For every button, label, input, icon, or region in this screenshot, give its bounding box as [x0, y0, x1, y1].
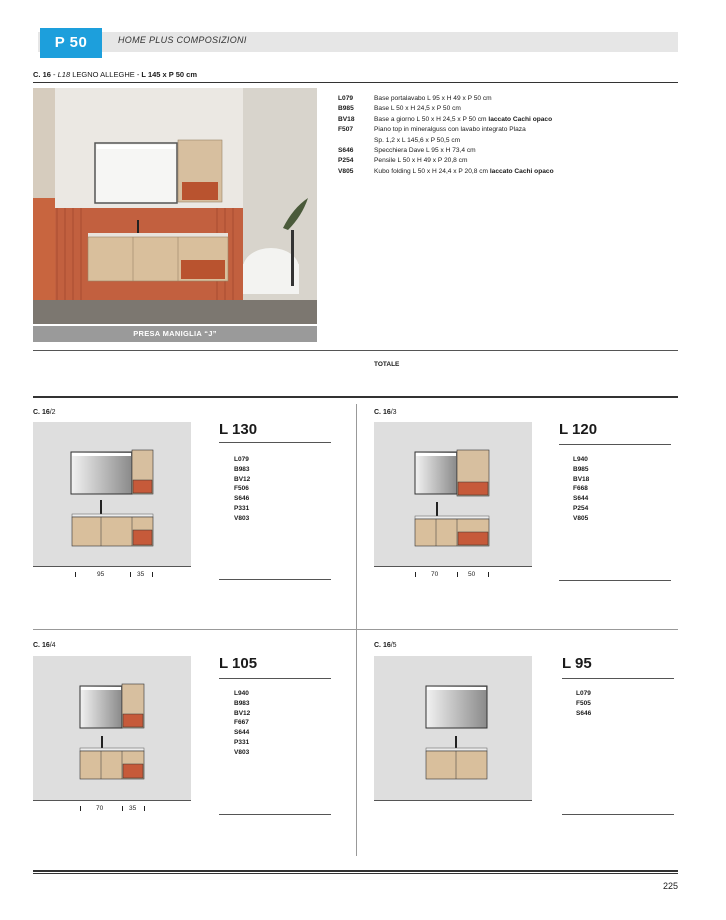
item-desc	[374, 125, 678, 135]
item-code: P254	[338, 157, 354, 165]
divider	[33, 82, 678, 83]
item-desc	[374, 146, 678, 156]
variant-code-item: P331	[234, 738, 250, 746]
item-desc	[374, 136, 678, 146]
tick	[75, 572, 76, 577]
variant-sub: /4	[49, 642, 56, 649]
divider	[33, 396, 678, 398]
item-list	[338, 94, 678, 177]
composition-finish: L18	[57, 70, 71, 79]
divider	[219, 442, 331, 443]
divider	[219, 678, 331, 679]
item-row	[338, 115, 678, 125]
tick	[488, 572, 489, 577]
footer-rule	[33, 873, 678, 874]
page-number: 225	[662, 881, 678, 891]
variant-code-item: L079	[234, 456, 249, 463]
dimension-strip	[374, 800, 532, 816]
variant-drawing	[374, 422, 532, 566]
photo-caption: PRESA MANIGLIA “J”	[33, 326, 317, 342]
variant-code-item: S646	[576, 709, 592, 717]
item-code: F507	[338, 126, 354, 134]
dim-value: 95	[97, 571, 105, 578]
variant-code-item: P254	[573, 504, 589, 512]
item-desc	[374, 94, 678, 104]
item-row	[338, 136, 678, 146]
sep: -	[134, 70, 142, 79]
item-row	[338, 125, 678, 135]
item-finish: laccato Cachi opaco	[489, 167, 554, 175]
item-row	[338, 94, 678, 104]
column-separator	[356, 404, 357, 856]
item-desc	[374, 167, 678, 177]
footer-rule	[33, 870, 678, 872]
dim-value: 70	[431, 571, 439, 578]
variant-sub: /5	[390, 642, 397, 649]
item-desc-text: Pensile L 50 x H 49 x P 20,8 cm	[374, 157, 468, 165]
variant-code-item: B983	[234, 465, 250, 473]
variant-code-item: L940	[573, 456, 588, 463]
variant-code-item: F667	[234, 719, 249, 727]
variant-sub: /3	[390, 409, 397, 416]
dim-value: 35	[129, 805, 137, 812]
variant-code: C. 16	[374, 409, 391, 416]
variant-code-item: S644	[234, 729, 250, 737]
variant-drawing	[33, 422, 191, 566]
sep: -	[50, 70, 58, 79]
variant-code: C. 16	[33, 409, 50, 416]
item-code: V805	[338, 167, 354, 175]
composition-code: C. 16	[33, 70, 51, 79]
dimension-strip	[33, 566, 191, 582]
item-row	[338, 156, 678, 166]
composition-photo	[33, 88, 317, 324]
variant-drawing	[374, 656, 532, 800]
item-desc	[374, 156, 678, 166]
variant-label	[33, 409, 56, 416]
variant-code-item: V803	[234, 514, 250, 522]
variant-size: L 105	[219, 655, 258, 672]
tick	[144, 806, 145, 811]
variant-code-item: BV18	[573, 475, 590, 483]
variant-code-item: BV12	[234, 709, 251, 717]
item-finish: laccato Cachi opaco	[488, 115, 553, 123]
tick	[415, 572, 416, 577]
composition-finish-desc: LEGNO ALLEGHE	[70, 70, 135, 79]
variant-sub: /2	[49, 409, 56, 416]
item-desc	[374, 104, 678, 114]
variant-image	[33, 656, 191, 800]
tick	[457, 572, 458, 577]
variant-image	[33, 422, 191, 566]
variant-codes	[573, 455, 589, 524]
variant-code-item: F505	[576, 699, 591, 707]
variant-code-item: B983	[234, 699, 250, 707]
item-desc-text: Base portalavabo L 95 x H 49 x P 50 cm	[374, 95, 492, 102]
divider	[219, 579, 331, 580]
variant-codes	[234, 689, 250, 758]
divider	[562, 678, 674, 679]
item-desc-text: Specchiera Dave L 95 x H 73,4 cm	[374, 147, 476, 155]
item-desc-text: Piano top in mineralguss con lavabo integrato Plaza	[374, 126, 526, 134]
variant-code-item: BV12	[234, 475, 251, 483]
variant-code-item: S646	[234, 495, 250, 503]
dim-value: 35	[137, 571, 145, 578]
variant-code: C. 16	[33, 642, 50, 649]
divider	[562, 814, 674, 815]
variant-code-item: F506	[234, 485, 249, 493]
item-code: B985	[338, 105, 354, 113]
divider	[559, 580, 671, 581]
variant-image	[374, 422, 532, 566]
item-code: S646	[338, 147, 354, 155]
variant-codes	[234, 455, 250, 524]
variant-code: C. 16	[374, 642, 391, 649]
bathroom-illustration	[33, 88, 317, 324]
item-row	[338, 104, 678, 114]
dimension-strip	[33, 800, 191, 816]
variant-code-item: P331	[234, 504, 250, 512]
item-row	[338, 167, 678, 177]
variant-code-item: S644	[573, 495, 589, 503]
item-code	[338, 136, 374, 146]
variant-code-item: V805	[573, 514, 589, 522]
tick	[80, 806, 81, 811]
variant-code-item: L079	[576, 690, 591, 697]
totale-label: TOTALE	[374, 361, 400, 368]
item-code: BV18	[338, 115, 355, 123]
variant-code-item: L940	[234, 690, 249, 697]
item-row	[338, 146, 678, 156]
variant-size: L 130	[219, 421, 258, 438]
tick	[122, 806, 123, 811]
variant-label	[374, 642, 397, 649]
variant-label	[374, 409, 397, 416]
variant-drawing	[33, 656, 191, 800]
item-desc-text: Kubo folding L 50 x H 24,4 x P 20,8 cm	[374, 167, 490, 175]
item-code: L079	[338, 95, 354, 102]
item-desc-text: Base L 50 x H 24,5 x P 50 cm	[374, 105, 461, 113]
section-title: HOME PLUS COMPOSIZIONI	[118, 35, 247, 45]
tick	[152, 572, 153, 577]
divider	[33, 629, 678, 630]
variant-code-item: B985	[573, 465, 589, 473]
variant-image	[374, 656, 532, 800]
dim-value: 70	[96, 805, 104, 812]
variant-code-item: V803	[234, 748, 250, 756]
composition-size: L 145 x P 50 cm	[141, 70, 198, 79]
variant-code-item: F668	[573, 485, 588, 493]
dim-value: 50	[468, 571, 476, 578]
section-badge: P 50	[40, 28, 102, 58]
item-desc-text: Sp. 1,2 x L 145,6 x P 50,5 cm	[374, 136, 461, 144]
variant-codes	[576, 689, 591, 718]
variant-size: L 95	[562, 655, 592, 672]
tick	[130, 572, 131, 577]
composition-title	[33, 70, 197, 79]
divider	[219, 814, 331, 815]
dimension-strip	[374, 566, 532, 582]
variant-size: L 120	[559, 421, 598, 438]
item-desc	[374, 115, 678, 125]
divider	[33, 350, 678, 351]
variant-label	[33, 642, 56, 649]
item-desc-text: Base a giorno L 50 x H 24,5 x P 50 cm	[374, 115, 489, 123]
divider	[559, 444, 671, 445]
